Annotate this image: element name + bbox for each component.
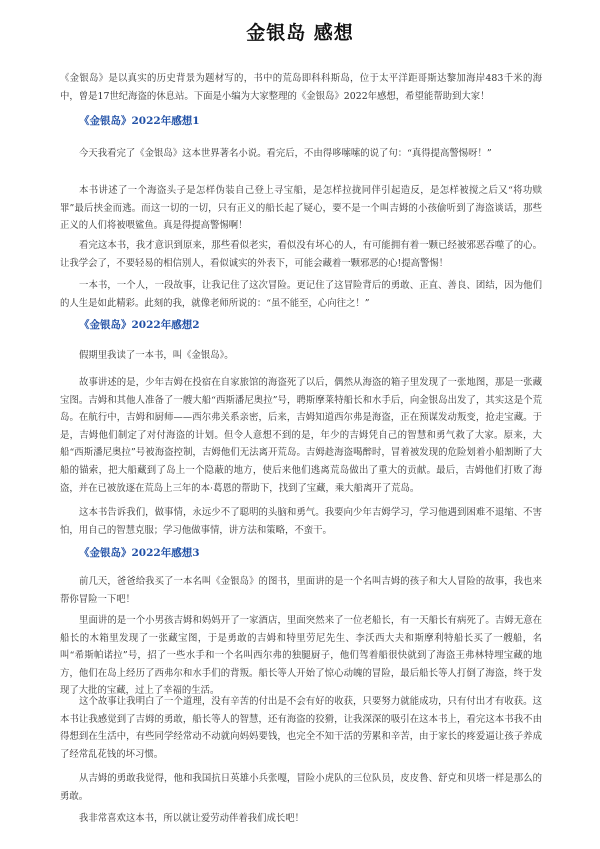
section-heading-2: 《金银岛》2022年感想2 bbox=[79, 319, 200, 331]
section3-paragraph-4: 从吉姆的勇敢我觉得，他和我国抗日英雄小兵张嘎，冒险小虎队的三位队员，皮皮鲁、舒克和贝塔一样是那么的勇敢。 bbox=[60, 773, 542, 802]
section1-paragraph-1: 今天我看完了《金银岛》这本世界著名小说。看完后，不由得哆嗦嗦的说了句：“真得提高警惕呀！” bbox=[79, 148, 492, 159]
section3-paragraph-2: 里面讲的是一个小男孩吉姆和妈妈开了一家酒店，里面突然来了一位老船长，有一天船长有病死了。吉姆无意在船长的木箱里发现了一张藏宝图，于是勇敢的吉姆和特里劳尼先生、李沃西大夫和斯摩利特船长买了一艘船，名叫“希斯帕诺拉”号，招了一些水手和一个名叫西尔弗的独腿厨子，他们驾着船很快就到了海盗王弗林特埋宝藏的地方，他们在岛上经历了西弗尔和水手们的背叛。船长等人开始了惊心动魄的冒险，最后船长等人打倒了海盗，终于发现了大批的宝藏，过上了幸福的生活。 bbox=[60, 615, 542, 697]
section2-paragraph-2: 故事讲述的是，少年吉姆在投宿在自家旅馆的海盗死了以后，偶然从海盗的箱子里发现了一张地图，那是一张藏宝图。吉姆和其他人准备了一艘大船“西斯潘尼奥拉”号，聘斯摩莱特船长和水手后，向金银岛出发了，其实这是个荒岛。在航行中，吉姆和厨师——西尔弗关系亲密，后来，吉姆知道西尔弗是海盗，正在预谋发动叛变，抢走宝藏。于是，吉姆他们制定了对付海盗的计划。但令人意想不到的是，年少的吉姆凭自己的智慧和勇气救了大家。原来，大船“西斯潘尼奥拉”号被海盗控制，吉姆他们无法离开荒岛。吉姆趁海盗喝醉时，冒着被发现的危险划着小船割断了大船的锚索，把大船藏到了岛上一个隐蔽的地方，使后来他们逃离荒岛做出了重大的贡献。最后，吉姆他们打败了海盗，并在已被放逐在荒岛上三年的本·葛恩的帮助下，找到了宝藏，乘大船离开了荒岛。 bbox=[60, 377, 542, 494]
section1-paragraph-3: 看完这本书，我才意识到原来，那些看似老实，看似没有坏心的人，有可能拥有着一颗已经被邪恶吞噬了的心。让我学会了，不要轻易的相信别人，看似诚实的外表下，可能会藏着一颗邪恶的心!提高警惕！ bbox=[60, 240, 542, 269]
section-heading-1: 《金银岛》2022年感想1 bbox=[79, 115, 200, 127]
section3-paragraph-5: 我非常喜欢这本书，所以就让爱劳动伴着我们成长吧！ bbox=[79, 813, 305, 824]
section-heading-3: 《金银岛》2022年感想3 bbox=[79, 547, 200, 559]
section3-paragraph-1: 前几天，爸爸给我买了一本名叫《金银岛》的图书，里面讲的是一个名叫吉姆的孩子和大人冒险的故事，我也来帮你冒险一下吧！ bbox=[60, 576, 542, 605]
intro-paragraph: 《金银岛》是以真实的历史背景为题材写的，书中的荒岛即科科斯岛，位于太平洋距哥斯达黎加海岸483千米的海中，曾是17世纪海盗的休息站。下面是小编为大家整理的《金银岛》2022年感想，希望能帮助到大家！ bbox=[60, 73, 542, 102]
section2-paragraph-3: 这本书告诉我们，做事情，永远少不了聪明的头脑和勇气。我要向少年吉姆学习，学习他遇到困难不退缩、不害怕，用自己的智慧克服；学习他做事情，讲方法和策略，不蛮干。 bbox=[60, 507, 542, 536]
section3-paragraph-3: 这个故事让我明白了一个道理，没有辛苦的付出是不会有好的收获，只要努力就能成功，只有付出才有收获。这本书让我感觉到了吉姆的勇敢，船长等人的智慧，还有海盗的狡猾，让我深深的吸引在这本书上，看完这本书我不由得想到在生活中，有些同学经常动不动就向妈妈要钱，也完全不知干活的劳累和辛苦，由于家长的疼爱逼让孩子养成了经常乱花钱的坏习惯。 bbox=[60, 696, 542, 760]
section1-paragraph-4: 一本书，一个人，一段故事，让我记住了这次冒险。更记住了这冒险背后的勇敢、正直、善良、团结，因为他们的人生是如此精彩。此刻的我，就像老师所说的：“虽不能至，心向往之！” bbox=[60, 280, 542, 309]
section2-paragraph-1: 假期里我读了一本书，叫《金银岛》。 bbox=[79, 350, 234, 361]
page-title: 金银岛 感想 bbox=[246, 22, 354, 44]
section1-paragraph-2: 本书讲述了一个海盗头子是怎样伪装自己登上寻宝船，是怎样拉拢同伴引起造反，是怎样被搅之后又“将功赎罪”最后挟金而逃。而这一切的一切，只有正义的船长起了疑心，要不是一个叫吉姆的小孩偷听到了海盗谈话，那些正义的人们将被喂鲨鱼。真是得提高警惕啊！ bbox=[60, 185, 542, 232]
